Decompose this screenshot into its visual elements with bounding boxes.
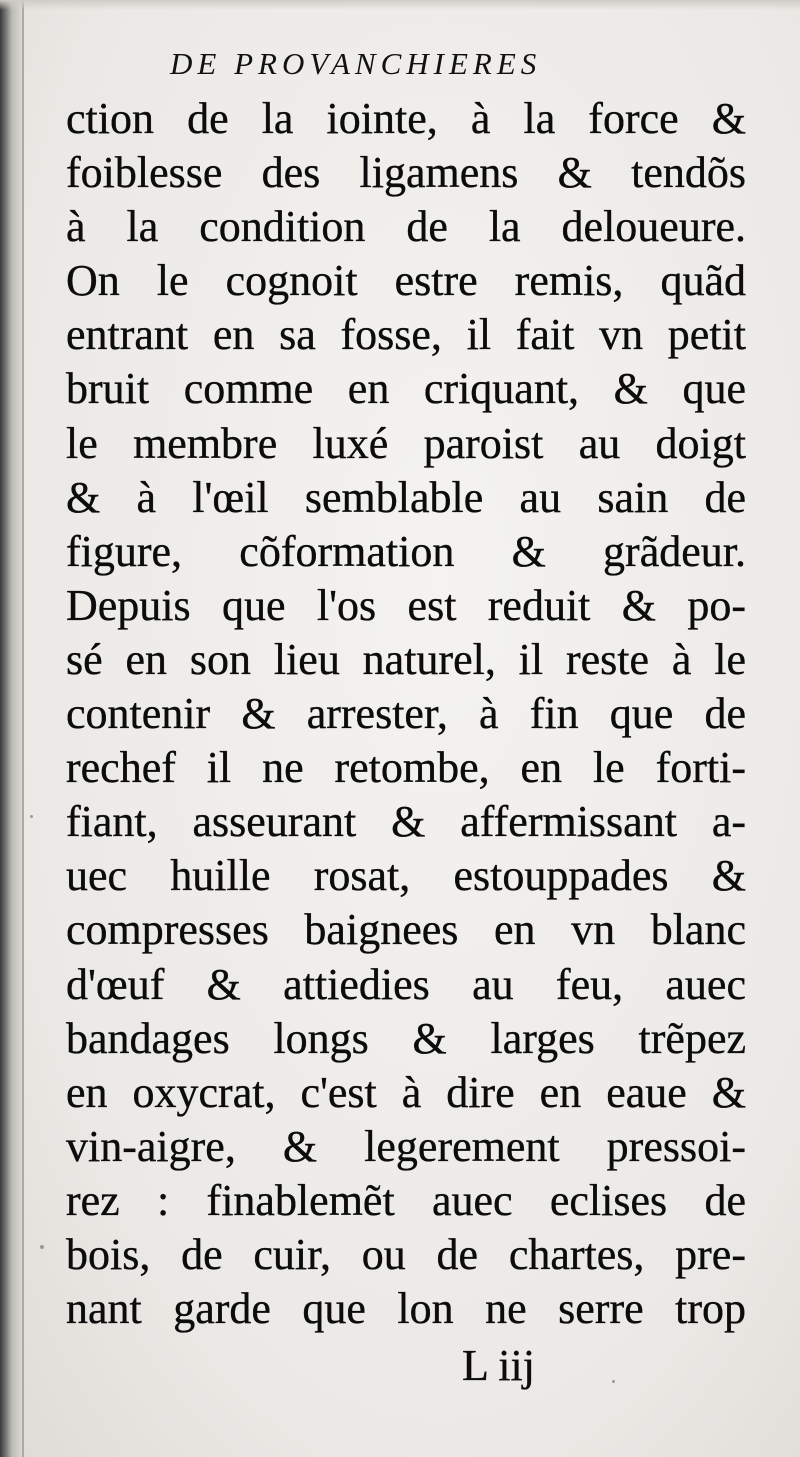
text-line: à la condition de la deloueure. — [66, 202, 746, 252]
text-line: contenir & arrester, à fin que de — [66, 689, 746, 739]
running-head: DE PROVANCHIERES — [170, 46, 542, 81]
text-line: rechef il ne retombe, en le forti- — [66, 743, 746, 793]
text-line: bandages longs & larges trẽpez — [66, 1013, 746, 1063]
signature-mark: L iij — [462, 1341, 535, 1390]
text-line: en oxycrat, c'est à dire en eaue & — [66, 1067, 746, 1117]
page-margin-rule — [22, 0, 24, 1457]
text-line: nant garde que lon ne serre trop — [66, 1284, 746, 1334]
page-top-edge — [0, 0, 800, 10]
page-binding-shadow — [0, 0, 24, 1457]
text-line: bruit comme en criquant, & que — [66, 364, 746, 414]
text-line: vin-aigre, & legerement pressoi- — [66, 1121, 746, 1171]
text-line: Depuis que l'os est reduit & po- — [66, 580, 746, 630]
text-line: le membre luxé paroist au doigt — [66, 418, 746, 468]
text-line: On le cognoit estre remis, quãd — [66, 256, 746, 306]
ink-speck — [40, 1245, 44, 1249]
text-line: entrant en sa fosse, il fait vn petit — [66, 310, 746, 360]
text-line: foiblesse des ligamens & tendõs — [66, 148, 746, 198]
text-line: & à l'œil semblable au sain de — [66, 472, 746, 522]
text-line: compresses baignees en vn blanc — [66, 905, 746, 955]
text-line: fiant, asseurant & affermissant a- — [66, 797, 746, 847]
text-line: ction de la iointe, à la force & — [66, 94, 746, 143]
text-line: uec huille rosat, estouppades & — [66, 851, 746, 901]
text-line: d'œuf & attiedies au feu, auec — [66, 959, 746, 1009]
ink-speck — [612, 1380, 615, 1383]
text-line: bois, de cuir, ou de chartes, pre- — [66, 1229, 746, 1279]
ink-speck — [30, 815, 33, 818]
body-text — [66, 92, 746, 1336]
text-line: rez : finablemẽt auec eclises de — [66, 1175, 746, 1225]
text-line: sé en son lieu naturel, il reste à le — [66, 634, 746, 684]
text-line: figure, cõformation & grãdeur. — [66, 526, 746, 576]
